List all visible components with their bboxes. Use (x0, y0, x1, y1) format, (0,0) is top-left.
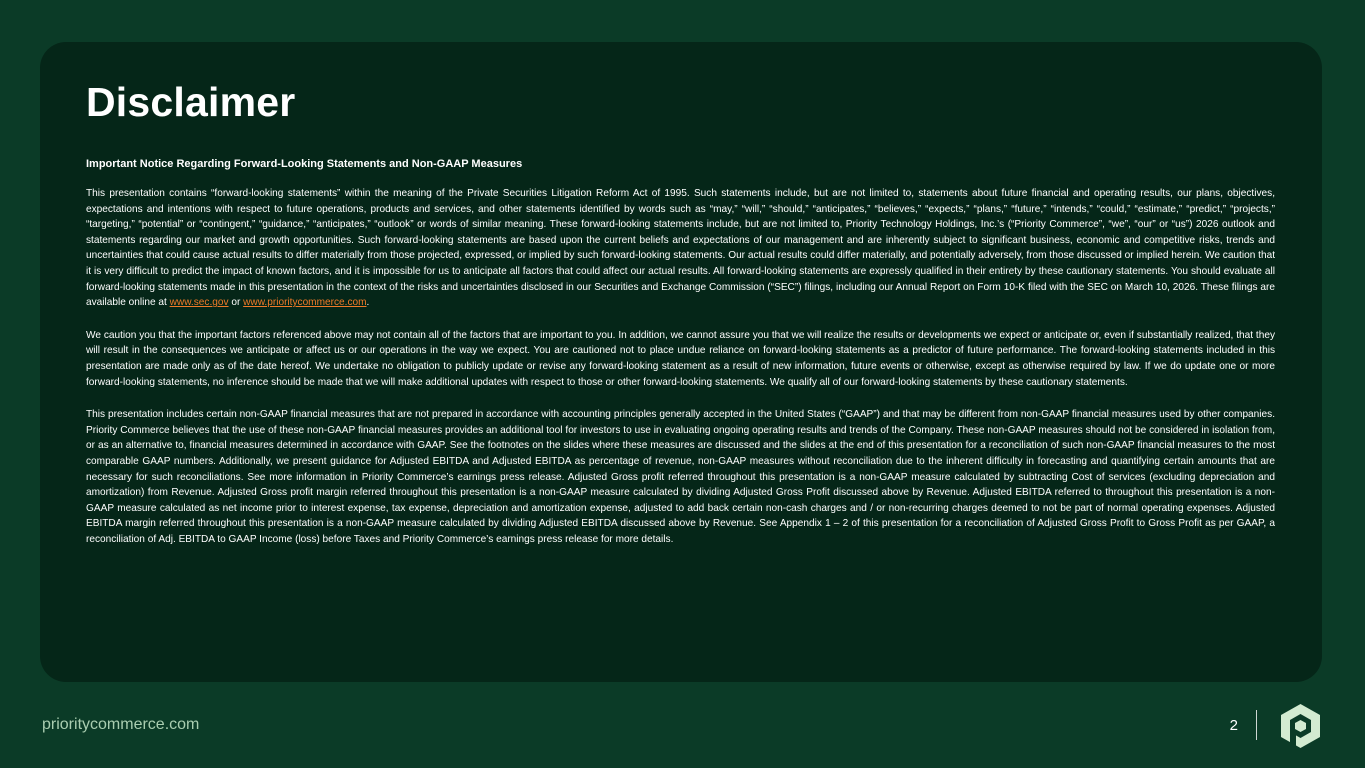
disclaimer-card (40, 42, 1322, 682)
paragraph-forward-looking (86, 186, 1275, 311)
sec-link[interactable]: www.sec.gov (169, 297, 229, 309)
footer-divider (1256, 710, 1257, 740)
priority-commerce-link[interactable]: www.prioritycommerce.com (243, 297, 367, 309)
paragraph-caution: We caution you that the important factors referenced above may not contain all of the factors that are important to you. In addition, we cannot assure you that we will realize the results or developments we expect or anticipate or, even if substantially realized, that they will result in the consequences we anticipate or affect us or our operations in the way we expect. You are cautioned not to place undue reliance on forward-looking statements as a predictor of future performance. The forward-looking statements included in this presentation are made only as of the date hereof. We undertake no obligation to publicly update or revise any forward-looking statement as a result of new information, future events or otherwise, except as otherwise required by law. If we do update one or more forward-looking statements, no inference should be made that we will make additional updates with respect to those or other forward-looking statements. We qualify all of our forward-looking statements by these cautionary statements. (86, 329, 1275, 388)
paragraph-forward-looking-text: This presentation contains “forward-looking statements” within the meaning of the Private Securities Litigation Reform Act of 1995. Such statements include, but are not limited to, statements about future financial and operating results, our plans, objectives, expectations and intentions with respect to future operations, products and services, and other statements identified by words such as “may,” “will,” “should,” “anticipates,” “believes,” “expects,” “plans,” “future,” “intends,” “could,” “estimate,” “predict,” “projects,” “targeting,” “potential” or “contingent,” “guidance,” “anticipates,” “outlook” or words of similar meaning. These forward-looking statements include, but are not limited to, Priority Technology Holdings, Inc.’s (“Priority Commerce”, “we”, “our” or “us”) 2026 outlook and statements regarding our market and growth opportunities. Such forward-looking statements are based upon the current beliefs and expectations of our management and are inherently subject to significant business, economic and competitive risks, trends and uncertainties that could cause actual results to differ materially from those projected, expressed, or implied by such forward-looking statements. Our actual results could differ materially, and potentially adversely, from those discussed or implied herein. We caution that it is very difficult to predict the impact of known factors, and it is impossible for us to anticipate all factors that could affect our actual results. All forward-looking statements are expressly qualified in their entirety by these cautionary statements. You should evaluate all forward-looking statements made in this presentation in the context of the risks and uncertainties disclosed in our Securities and Exchange Commission (“SEC”) filings, including our Annual Report on Form 10-K filed with the SEC on March 10, 2026. These filings are available online at (86, 188, 1275, 309)
page-title: Disclaimer (86, 79, 296, 125)
priority-commerce-logo-icon (1278, 702, 1323, 750)
link-separator: or (228, 297, 244, 309)
subheading: Important Notice Regarding Forward-Looking Statements and Non-GAAP Measures (86, 158, 523, 170)
paragraph-end: . (366, 297, 370, 309)
page-number: 2 (1229, 717, 1238, 734)
paragraph-non-gaap: This presentation includes certain non-GAAP financial measures that are not prepared in accordance with accounting principles generally accepted in the United States (“GAAP”) and that may be different from non-GAAP financial measures used by other companies. Priority Commerce believes that the use of these non-GAAP financial measures provides an additional tool for investors to use in evaluating ongoing operating results and trends of the Company. These non-GAAP measures should not be considered in isolation from, or as an alternative to, financial measures determined in accordance with GAAP. See the footnotes on the slides where these measures are discussed and the slides at the end of this presentation for a reconciliation of such non-GAAP financial measures to the most comparable GAAP numbers. Additionally, we present guidance for Adjusted EBITDA and Adjusted EBITDA as percentage of revenue, non-GAAP measures without reconciliation due to the inherent difficulty in forecasting and quantifying certain amounts that are necessary for such reconciliations. See more information in Priority Commerce’s earnings press release. Adjusted Gross profit referred throughout this presentation is a non-GAAP measure calculated by subtracting Cost of services (excluding depreciation and amortization) from Revenue. Adjusted Gross profit margin referred throughout this presentation is a non-GAAP measure calculated by dividing Adjusted Gross Profit discussed above by Revenue. Adjusted EBITDA referred to throughout this presentation is a non-GAAP measure calculated as net income prior to interest expense, tax expense, depreciation and amortization expense, adjusted to add back certain non-cash charges and / or non-recurring charges deemed to not be part of normal operating expenses. Adjusted EBITDA margin referred throughout this presentation is a non-GAAP measure calculated by dividing Adjusted EBITDA discussed above by Revenue. See Appendix 1 – 2 of this presentation for a reconciliation of Adjusted Gross Profit to Gross Profit as per GAAP, a reconciliation of Adj. EBITDA to GAAP Income (loss) before Taxes and Priority Commerce’s earnings press release for more details. (86, 409, 1275, 545)
footer-website[interactable]: prioritycommerce.com (42, 716, 200, 733)
